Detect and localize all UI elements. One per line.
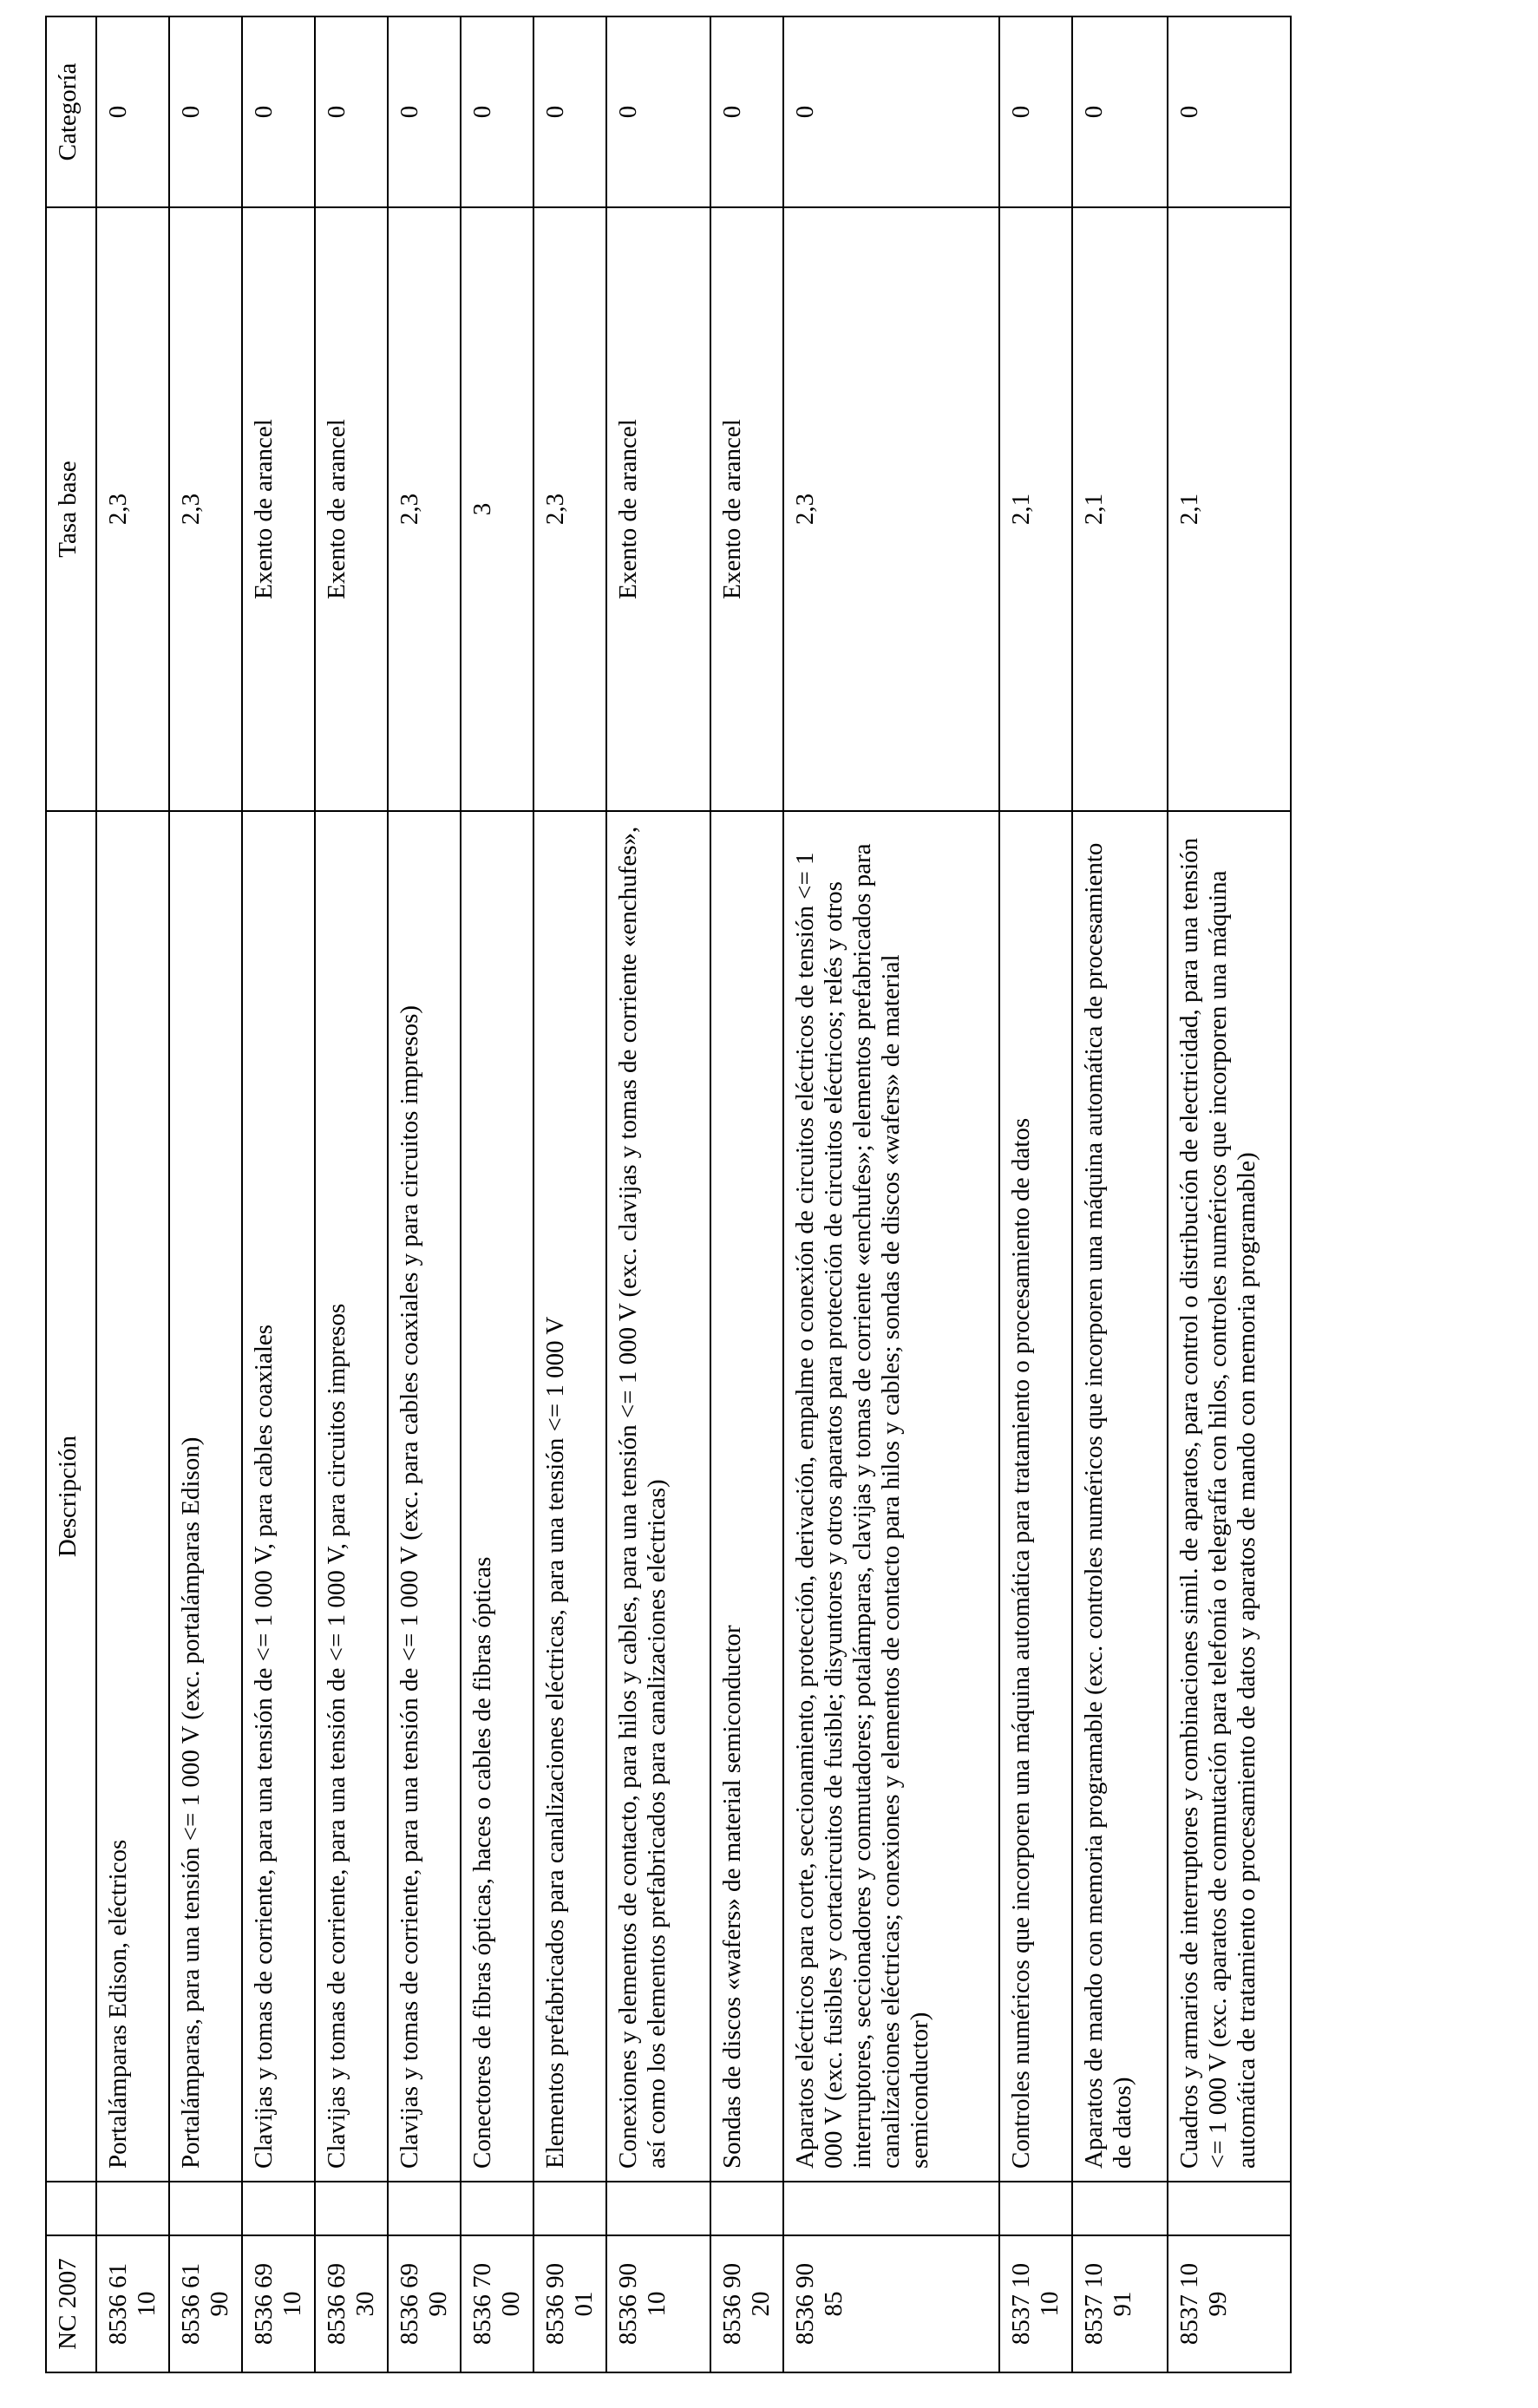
table-row [710, 16, 783, 2372]
code-cell: 8536 90 20 [710, 2235, 783, 2372]
base-rate-cell: 2,1 [1072, 207, 1168, 811]
code-cell: 8537 10 99 [1168, 2235, 1291, 2372]
table-row [1168, 16, 1291, 2372]
spacer-cell [1072, 2182, 1168, 2235]
table-row [1072, 16, 1168, 2372]
table-row [96, 16, 169, 2372]
table-row [315, 16, 388, 2372]
table-row [533, 16, 606, 2372]
header-spacer [46, 2182, 96, 2235]
table-row [783, 16, 999, 2372]
code-cell: 8537 10 10 [999, 2235, 1072, 2372]
spacer-cell [388, 2182, 461, 2235]
code-cell: 8536 61 10 [96, 2235, 169, 2372]
code-cell: 8536 70 00 [461, 2235, 533, 2372]
category-cell: 0 [606, 16, 710, 207]
base-rate-cell: 2,1 [999, 207, 1072, 811]
category-cell: 0 [1168, 16, 1291, 207]
description-cell: Aparatos eléctricos para corte, seccionamiento, protección, derivación, empalme o conexión de circuitos eléctricos de tensión <= 1 000 V (exc. fusibles y cortacircuitos de fusible; disyuntores y otros aparatos para protección de circuitos eléctricos; relés y otros interruptores, seccionadores y conmutadores; potalámparas, clavijas y tomas de corriente «enchufes»; elementos prefabricados para canalizaciones eléctricas; conexiones y elementos de contacto para hilos y cables; sondas de discos «wafers» de material semiconductor) [783, 811, 999, 2182]
description-cell: Sondas de discos «wafers» de material semiconductor [710, 811, 783, 2182]
category-cell: 0 [169, 16, 242, 207]
code-cell: 8536 69 90 [388, 2235, 461, 2372]
spacer-cell [710, 2182, 783, 2235]
base-rate-cell: Exento de arancel [242, 207, 315, 811]
category-cell: 0 [461, 16, 533, 207]
category-cell: 0 [1072, 16, 1168, 207]
base-rate-cell: 3 [461, 207, 533, 811]
description-cell: Clavijas y tomas de corriente, para una tensión de <= 1 000 V, para cables coaxiales [242, 811, 315, 2182]
table-row [606, 16, 710, 2372]
spacer-cell [606, 2182, 710, 2235]
description-cell: Aparatos de mando con memoria programable (exc. controles numéricos que incorporen una máquina automática de procesamiento de datos) [1072, 811, 1168, 2182]
code-cell: 8536 90 01 [533, 2235, 606, 2372]
spacer-cell [783, 2182, 999, 2235]
description-cell: Conexiones y elementos de contacto, para hilos y cables, para una tensión <= 1 000 V (exc. clavijas y tomas de corriente «enchufes», así como los elementos prefabricados para canalizaciones eléctricas) [606, 811, 710, 2182]
description-cell: Conectores de fibras ópticas, haces o cables de fibras ópticas [461, 811, 533, 2182]
spacer-cell [96, 2182, 169, 2235]
category-cell: 0 [388, 16, 461, 207]
spacer-cell [533, 2182, 606, 2235]
header-base-rate: Tasa base [46, 207, 96, 811]
table-header-row [46, 16, 96, 2372]
table-row [999, 16, 1072, 2372]
description-cell: Portalámparas Edison, eléctricos [96, 811, 169, 2182]
header-category: Categoría [46, 16, 96, 207]
description-cell: Elementos prefabricados para canalizaciones eléctricas, para una tensión <= 1 000 V [533, 811, 606, 2182]
category-cell: 0 [710, 16, 783, 207]
base-rate-cell: Exento de arancel [710, 207, 783, 811]
base-rate-cell: Exento de arancel [315, 207, 388, 811]
category-cell: 0 [315, 16, 388, 207]
description-cell: Clavijas y tomas de corriente, para una tensión de <= 1 000 V (exc. para cables coaxiales y para circuitos impresos) [388, 811, 461, 2182]
spacer-cell [242, 2182, 315, 2235]
header-code: NC 2007 [46, 2235, 96, 2372]
spacer-cell [461, 2182, 533, 2235]
table-row [461, 16, 533, 2372]
base-rate-cell: Exento de arancel [606, 207, 710, 811]
code-cell: 8536 90 85 [783, 2235, 999, 2372]
spacer-cell [315, 2182, 388, 2235]
base-rate-cell: 2,3 [169, 207, 242, 811]
header-description: Descripción [46, 811, 96, 2182]
table-row [242, 16, 315, 2372]
base-rate-cell: 2,3 [533, 207, 606, 811]
table-row [169, 16, 242, 2372]
category-cell: 0 [999, 16, 1072, 207]
rotated-page [45, 17, 1260, 2373]
spacer-cell [1168, 2182, 1291, 2235]
code-cell: 8536 61 90 [169, 2235, 242, 2372]
description-cell: Cuadros y armarios de interruptores y combinaciones simil. de aparatos, para control o distribución de electricidad, para una tensión <= 1 000 V (exc. aparatos de conmutación para telefonía o telegrafía con hilos, controles numéricos que incorporen una máquina automática de tratamiento o procesamiento de datos y aparatos de mando con memoria programable) [1168, 811, 1291, 2182]
description-cell: Portalámparas, para una tensión <= 1 000 V (exc. portalámparas Edison) [169, 811, 242, 2182]
code-cell: 8536 90 10 [606, 2235, 710, 2372]
category-cell: 0 [96, 16, 169, 207]
table-body [96, 16, 1291, 2372]
description-cell: Clavijas y tomas de corriente, para una tensión de <= 1 000 V, para circuitos impresos [315, 811, 388, 2182]
spacer-cell [169, 2182, 242, 2235]
category-cell: 0 [783, 16, 999, 207]
spacer-cell [999, 2182, 1072, 2235]
code-cell: 8536 69 30 [315, 2235, 388, 2372]
tariff-table [45, 16, 1292, 2373]
category-cell: 0 [533, 16, 606, 207]
base-rate-cell: 2,3 [96, 207, 169, 811]
base-rate-cell: 2,3 [783, 207, 999, 811]
base-rate-cell: 2,1 [1168, 207, 1291, 811]
base-rate-cell: 2,3 [388, 207, 461, 811]
code-cell: 8536 69 10 [242, 2235, 315, 2372]
category-cell: 0 [242, 16, 315, 207]
description-cell: Controles numéricos que incorporen una máquina automática para tratamiento o procesamiento de datos [999, 811, 1072, 2182]
table-row [388, 16, 461, 2372]
code-cell: 8537 10 91 [1072, 2235, 1168, 2372]
